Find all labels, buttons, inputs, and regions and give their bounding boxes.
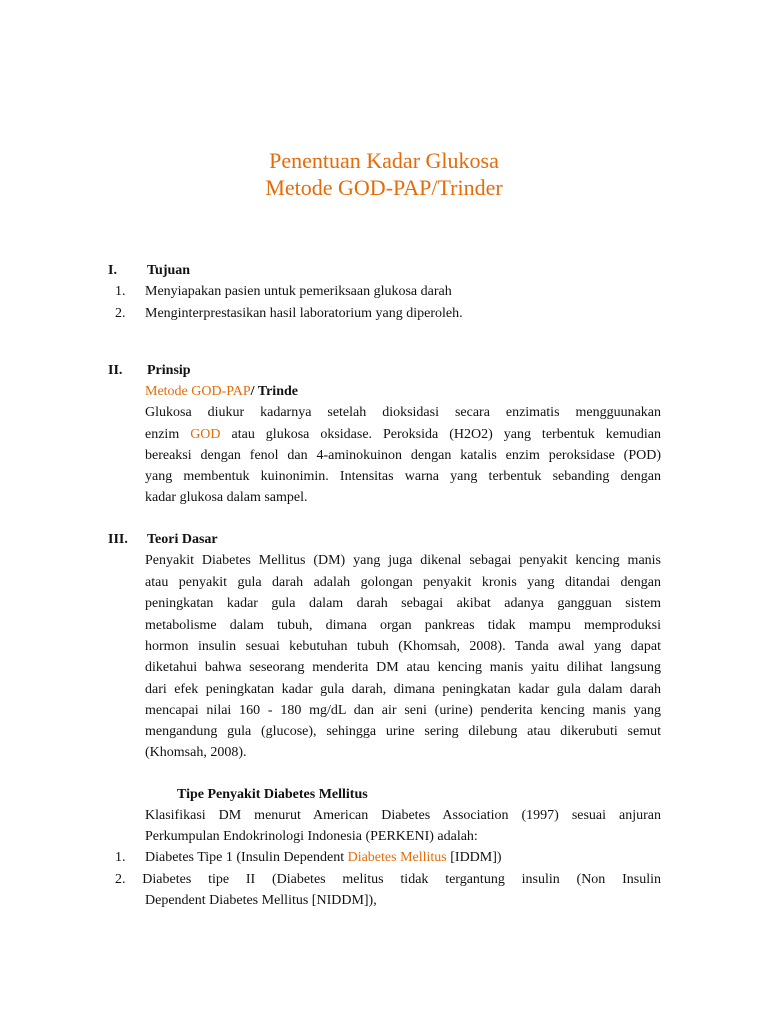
tipe-intro-line-1: Klasifikasi DM menurut American Diabetes Association (1997) sesuai anjuran [145, 808, 661, 823]
document-title-line-2: Metode GOD-PAP/Trinder [265, 175, 503, 200]
teori-line-7: dari efek peningkatan kadar gula darah, dimana peningkatan kadar gula dalam darah [145, 682, 661, 697]
section-3-numeral: III. [108, 532, 128, 547]
teori-line-4: metabolisme dalam tubuh, dimana organ pankreas tidak mampu memproduksi [145, 618, 661, 633]
tipe-item-1-text [145, 849, 502, 866]
section-2-heading: Prinsip [147, 363, 191, 378]
teori-line-1: Penyakit Diabetes Mellitus (DM) yang juga dikenal sebagai penyakit kencing manis [145, 553, 661, 568]
tipe-intro-line-2: Perkumpulan Endokrinologi Indonesia (PERKENI) adalah: [145, 829, 478, 844]
prinsip-method-name: Metode GOD-PAP [145, 384, 251, 399]
teori-line-9: mengandung gula (glucose), sehingga urine sering dilebung atau dikerubuti semut [145, 724, 661, 739]
section-3-heading: Teori Dasar [147, 532, 218, 547]
tujuan-item-2-number: 2. [115, 306, 126, 321]
section-1-numeral: I. [108, 263, 117, 278]
tujuan-item-1-number: 1. [115, 284, 126, 299]
teori-line-8: mencapai nilai 160 - 180 mg/dL dan air seni (urine) penderita kencing manis yang [145, 703, 661, 718]
section-1-heading: Tujuan [147, 263, 191, 278]
teori-line-10: (Khomsah, 2008). [145, 745, 247, 760]
prinsip-paragraph-line-2 [145, 426, 661, 443]
teori-line-3: peningkatan kadar gula dalam darah sebagai akibat adanya gangguan sistem [145, 596, 661, 611]
prinsip-line-2-prefix: enzim [145, 427, 191, 442]
teori-line-6: diketahui bahwa seseorang menderita DM atau kencing manis yaitu dilihat langsung [145, 660, 661, 675]
section-2-numeral: II. [108, 363, 123, 378]
tipe-item-1-prefix: Diabetes Tipe 1 (Insulin Dependent [145, 850, 348, 865]
tujuan-item-1-text: Menyiapakan pasien untuk pemeriksaan glukosa darah [145, 284, 452, 299]
god-term: GOD [190, 427, 221, 442]
prinsip-paragraph-line-1: Glukosa diukur kadarnya setelah dioksidasi secara enzimatis mengguunakan [145, 405, 661, 420]
prinsip-paragraph-line-4: yang membentuk kuinonimin. Intensitas warna yang terbentuk sebanding dengan [145, 469, 661, 484]
diabetes-mellitus-term: Diabetes Mellitus [347, 850, 447, 865]
tujuan-item-2-text: Menginterprestasikan hasil laboratorium yang diperoleh. [145, 306, 463, 321]
teori-line-5: hormon insulin sesuai kebutuhan tubuh (Khomsah, 2008). Tanda awal yang dapat [145, 639, 661, 654]
document-title-line-1: Penentuan Kadar Glukosa [269, 148, 499, 173]
teori-line-2: atau penyakit gula darah adalah golongan penyakit kronis yang ditandai dengan [145, 575, 661, 590]
tipe-item-1-suffix: [IDDM]) [446, 850, 502, 865]
prinsip-line-2-suffix: atau glukosa oksidase. Peroksida (H2O2) yang terbentuk kemudian [220, 427, 661, 442]
prinsip-subheading [145, 383, 298, 400]
tipe-item-2-line-2: Dependent Diabetes Mellitus [NIDDM]), [145, 893, 377, 908]
prinsip-paragraph-line-3: bereaksi dengan fenol dan 4-aminokuinon dengan katalis enzim peroksidase (POD) [145, 448, 661, 463]
tipe-item-2-line-1: 2. Diabetes tipe II (Diabetes melitus tidak tergantung insulin (Non Insulin [115, 872, 661, 887]
tipe-heading: Tipe Penyakit Diabetes Mellitus [177, 787, 368, 802]
tipe-item-1-number: 1. [115, 850, 126, 865]
prinsip-method-suffix: / Trinde [250, 384, 298, 399]
prinsip-paragraph-line-5: kadar glukosa dalam sampel. [145, 490, 308, 505]
